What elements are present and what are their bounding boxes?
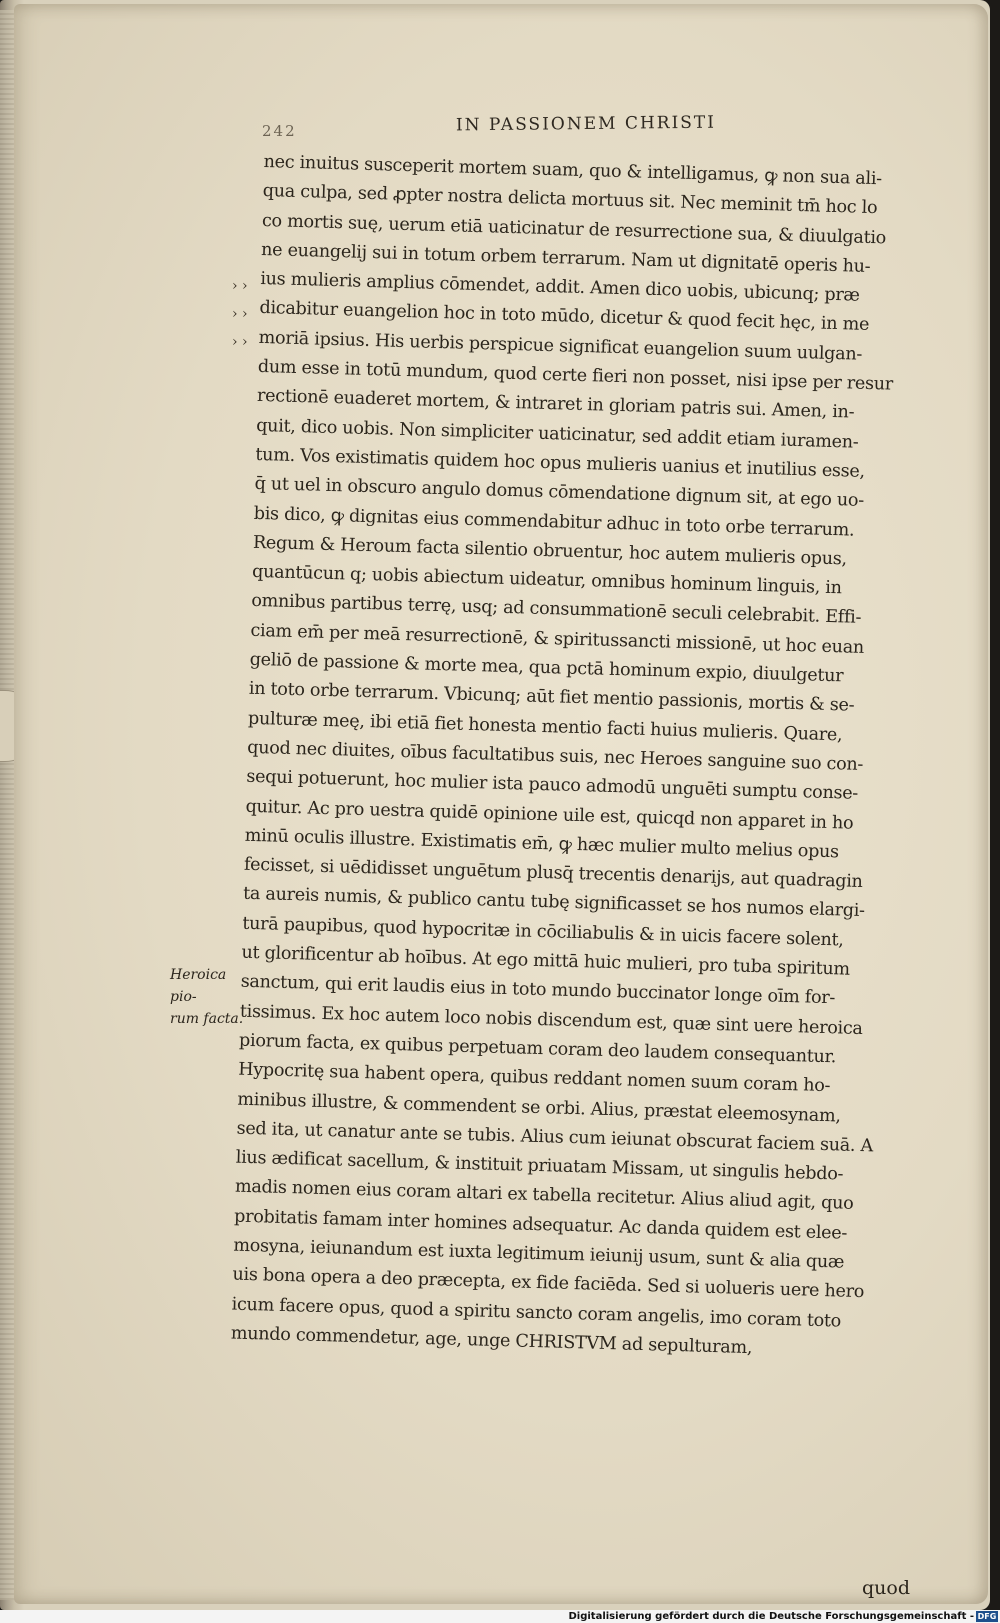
text-line: quantūcun q; uobis abiectum uideatur, omnibus hominum linguis, in [251,561,842,599]
footer-bar [0,1610,1000,1623]
margin-note-line: rum facta. [170,1011,244,1027]
body-text [230,148,923,1367]
text-line: q̄ ut uel in obscuro angulo domus cōmendatione dignum sit, at ego uo- [254,474,865,512]
text-line: minū oculis illustre. Existimatis em̄, ꝙ hæc mulier multo melius opus [244,825,840,863]
text-line: icum facere opus, quod a spiritu sancto coram angelis, imo coram toto [231,1294,842,1332]
text-line: quitur. Ac pro uestra quidē opinione uile est, quicqd non apparet in ho [245,796,854,834]
text-line: dicabitur euangelion hoc in toto mūdo, dicetur & quod fecit hęc, in me [259,298,870,336]
text-line: ta aureis numis, & publico cantu tubę significasset se hos numos elargi- [242,884,865,922]
text-line: mundo commendetur, age, unge CHRISTVM ad sepulturam, [230,1323,753,1358]
text-line: sequi potuerunt, hoc mulier ista pauco admodū unguēti sumptu conse- [246,766,859,805]
page-number: 242 [262,122,297,140]
digitization-credit: Digitalisierung gefördert durch die Deutsche Forschungsgemeinschaft - [568,1611,974,1622]
text-line: omnibus partibus terrę, usq; ad consummationē seculi celebrabit. Effi- [251,591,862,629]
text-line: mosyna, ieiunandum est iuxta legitimum ieiunij usum, sunt & alia quæ [233,1235,845,1273]
text-line: turā paupibus, quod hypocritæ in cōciliabulis & in uicis facere solent, [242,913,844,951]
text-line: fecisset, si uēdidisset unguētum plusq̄ trecentis denarijs, aut quadragin [243,854,863,893]
text-line: sed ita, ut canatur ante se tubis. Alius cum ieiunat obscurat faciem suā. A [236,1118,874,1157]
text-line: geliō de passione & morte mea, qua pctā hominum expio, diuulgetur [249,649,844,687]
text-line: uis bona opera a deo præcepta, ex fide faciēda. Sed si uolueris uere hero [232,1264,865,1303]
text-line: in toto orbe terrarum. Vbicunq; aūt fiet mentio passionis, mortis & se- [248,679,855,717]
text-line: minibus illustre, & commendent se orbi. Alius, præstat eleemosynam, [237,1089,841,1126]
quote-mark: › › [232,306,248,322]
text-line: piorum facta, ex quibus perpetuam coram deo laudem consequantur. [238,1030,837,1068]
running-head: IN PASSIONEM CHRISTI [455,112,717,136]
text-line: lius ædificat sacellum, & instituit priuatam Missam, ut singulis hebdo- [235,1147,844,1185]
text-line: probitatis famam inter homines adsequatur. Ac danda quidem est elee- [233,1206,848,1244]
text-line: ius mulieris amplius cōmendet, addit. Amen dico uobis, ubicunq; præ [260,269,860,306]
text-line: sanctum, qui erit laudis eius in toto mundo buccinator longe oīm for- [240,971,836,1009]
text-line: ne euangelij sui in totum orbem terrarum. Nam ut dignitatē operis hu- [260,239,871,277]
text-line: ciam em̄ per meā resurrectionē, & spiritussancti missionē, ut hoc euan [250,620,865,658]
text-line: Regum & Heroum facta silentio obruentur, hoc autem mulieris opus, [252,532,848,570]
text-line: tum. Vos existimatis quidem hoc opus mulieris uanius et inutilius esse, [255,444,866,482]
text-line: moriā ipsius. His uerbis perspicue significat euangelion suum uulgan- [258,327,863,365]
margin-note-line: Heroica pio- [170,967,227,1005]
quote-mark: › › [232,334,248,350]
text-line: quit, dico uobis. Non simpliciter uaticinatur, sed addit etiam iuramen- [255,415,859,453]
margin-quote-marks [232,272,262,356]
catchword: quod [862,1577,911,1599]
text-line: nec inuitus susceperit mortem suam, quo & intelligamus, ꝙ non sua ali- [263,151,883,190]
text-line: bis dico, ꝙ dignitas eius commendabitur adhuc in toto orbe terrarum. [253,503,855,541]
text-line: dum esse in totū mundum, quod certe fieri non posset, nisi ipse per resur [257,356,894,395]
text-line: tissimus. Ex hoc autem loco nobis discendum est, quæ sint uere heroica [239,1001,863,1039]
text-line: Hypocritę sua habent opera, quibus reddant nomen suum coram ho- [237,1059,831,1097]
margin-note [170,964,250,1030]
text-line: pulturæ meę, ibi etiā fiet honesta mentio facti huius mulieris. Quare, [247,708,843,746]
text-line: ut glorificentur ab hoībus. At ego mittā huic mulieri, pro tuba spiritum [241,942,851,980]
text-line: rectionē euaderet mortem, & intraret in gloriam patris sui. Amen, in- [256,386,855,423]
quote-mark: › › [232,278,248,294]
text-line: madis nomen eius coram altari ex tabella recitetur. Alius aliud agit, quo [234,1176,854,1215]
text-line: quod nec diuites, oībus facultatibus suis, nec Heroes sanguine suo con- [246,737,864,775]
dfg-logo: DFG [977,1612,997,1621]
text-line: qua culpa, sed ꝓpter nostra delicta mortuus sit. Nec meminit tm̄ hoc lo [262,181,878,219]
text-line: co mortis suę, uerum etiā uaticinatur de resurrectione sua, & diuulgatio [261,210,887,248]
